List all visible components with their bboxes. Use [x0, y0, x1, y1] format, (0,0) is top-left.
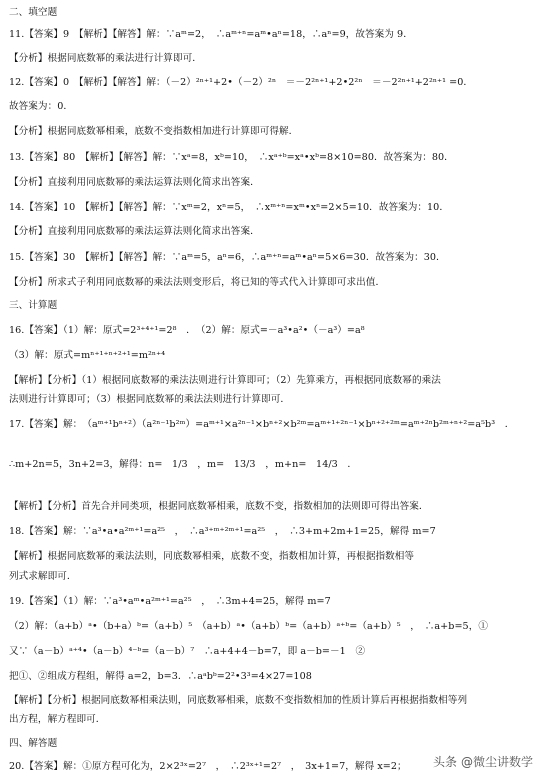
analysis-16-line2: 法则进行计算即可；（3）根据同底数幂的乘法法则进行计算即可．: [9, 394, 291, 405]
watermark: [433, 753, 533, 770]
analysis-17: 【解析】【分析】首先合并同类项，根据同底数幂相乘，底数不变，指数相加的法则即可得出答案．: [9, 501, 429, 512]
answer-11: 11.【答案】9 【解析】【解答】解：∵aᵐ=2， ∴aᵐ⁺ⁿ=aᵐ•aⁿ=18，∴aⁿ=9，故答案为 9．: [9, 29, 413, 40]
analysis-19-line1: 【解析】【分析】根据同底数幂相乘法则，同底数幂相乘，底数不变指数相加的性质计算后再根据指数相等列: [9, 695, 468, 706]
watermark-account: @微尘讲数学: [460, 755, 533, 769]
analysis-11: 【分析】根据同底数幂的乘法进行计算即可．: [9, 53, 202, 64]
section-fill-blank-heading: 二、填空题: [9, 7, 58, 18]
answer-12-conclusion: 故答案为：0．: [9, 101, 74, 112]
analysis-13: 【分析】直接利用同底数幂的乘法运算法则化简求出答案．: [9, 177, 260, 188]
answer-17-solution: ∴m+2n=5，3n+2=3，解得：n= 1/3 ，m= 13/3 ，m+n= 14/3 ．: [9, 459, 358, 470]
answer-19-system: 把①、②组成方程组，解得 a=2，b=3．∴aᵃbᵇ=2²•3³=4×27=108: [9, 671, 312, 682]
answer-19-part2-cont: 又∵（a－b）ᵃ⁺⁴•（a－b）⁴⁻ᵇ=（a－b）⁷ ∴a+4+4－b=7，即 a－b=－1 ②: [9, 646, 366, 657]
answer-19-part2: （2）解：（a+b）ᵃ•（b+a）ᵇ=（a+b）⁵ （a+b）ᵃ•（a+b）ᵇ=（a+b）ᵃ⁺ᵇ=（a+b）⁵ ， ∴a+b=5，①: [9, 621, 488, 632]
analysis-12: 【分析】根据同底数幂相乘，底数不变指数相加进行计算即可得解．: [9, 126, 299, 137]
answer-14: 14.【答案】10 【解析】【解答】解：∵xᵐ=2，xⁿ=5， ∴xᵐ⁺ⁿ=xᵐ•xⁿ=2×5=10．故答案为：10．: [9, 202, 449, 213]
section-calculation-heading: 三、计算题: [9, 300, 58, 311]
analysis-18-line1: 【解析】根据同底数幂的乘法法则，同底数幂相乘，底数不变，指数相加计算，再根据指数相等: [9, 551, 415, 562]
analysis-19-line2: 出方程，解方程即可．: [9, 714, 106, 725]
answer-15: 15.【答案】30 【解析】【解答】解：∵aᵐ=5，aⁿ=6，∴aᵐ⁺ⁿ=aᵐ•aⁿ=5×6=30．故答案为：30．: [9, 252, 446, 263]
answer-17: 17.【答案】解： （aᵐ⁺¹bⁿ⁺²）（a²ⁿ⁻¹b²ᵐ）=aᵐ⁺¹×a²ⁿ⁻¹×bⁿ⁺²×b²ᵐ=aᵐ⁺¹⁺²ⁿ⁻¹×bⁿ⁺²⁺²ᵐ=aᵐ⁺²ⁿb²ᵐ⁺ⁿ⁺²=a⁵b³ ．: [9, 419, 515, 430]
answer-13: 13.【答案】80 【解析】【解答】解：∵xᵃ=8，xᵇ=10， ∴xᵃ⁺ᵇ=xᵃ•xᵇ=8×10=80．故答案为：80．: [9, 152, 454, 163]
answer-18: 18.【答案】解：∵a³•a•a²ᵐ⁺¹=a²⁵ ， ∴a³⁺ᵐ⁺²ᵐ⁺¹=a²⁵ ， ∴3+m+2m+1=25，解得 m=7: [9, 526, 436, 537]
analysis-18-line2: 列式求解即可．: [9, 571, 77, 582]
answer-19-part1: 19.【答案】（1）解：∵a³•aᵐ•a²ᵐ⁺¹=a²⁵ ， ∴3m+4=25，解得 m=7: [9, 596, 331, 607]
answer-12: 12.【答案】0 【解析】【解答】解：（－2）²ⁿ⁺¹+2•（－2）²ⁿ ＝－2²ⁿ⁺¹+2•2²ⁿ ＝－2²ⁿ⁺¹+2²ⁿ⁺¹ =0．: [9, 77, 474, 88]
watermark-platform: 头条: [432, 755, 457, 769]
section-answer-heading: 四、解答题: [9, 738, 58, 749]
answer-20: 20.【答案】解：①原方程可化为，2×2³ˣ=2⁷ ， ∴2³ˣ⁺¹=2⁷ ， 3x+1=7，解得 x=2；: [9, 761, 407, 772]
analysis-15: 【分析】所求式子利用同底数幂的乘法法则变形后，将已知的等式代入计算即可求出值．: [9, 277, 386, 288]
analysis-14: 【分析】直接利用同底数幂的乘法运算法则化简求出答案．: [9, 226, 260, 237]
answer-16: 16.【答案】（1）解：原式=2³⁺⁴⁺¹=2⁸ ． （2）解：原式=－a³•a²•（－a³）=a⁸: [9, 325, 365, 336]
answer-16-part3: （3）解：原式=mⁿ⁺¹⁺ⁿ⁺²⁺¹=m²ⁿ⁺⁴: [9, 350, 166, 361]
analysis-16-line1: 【解析】【分析】（1）根据同底数幂的乘法法则进行计算即可；（2）先算乘方，再根据同底数幂的乘法: [9, 375, 441, 386]
